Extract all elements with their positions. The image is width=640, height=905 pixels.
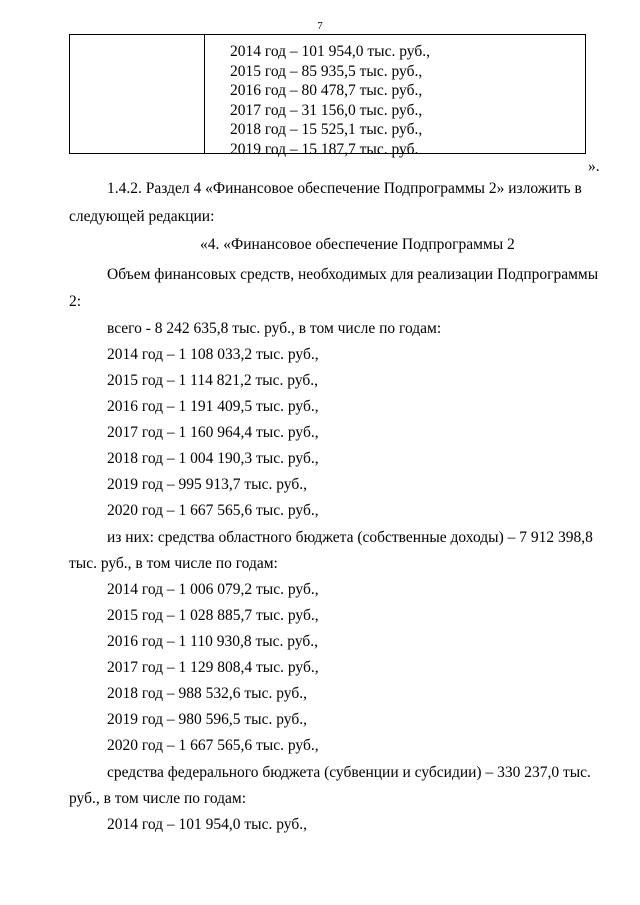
table-end-mark: ».	[588, 158, 600, 175]
year-line: 2017 год – 1 129 808,4 тыс. руб.,	[107, 659, 319, 676]
table-row: 2019 год – 15 187,7 тыс. руб.	[230, 140, 419, 158]
table-row: 2017 год – 31 156,0 тыс. руб.,	[230, 101, 423, 119]
table-row: 2016 год – 80 478,7 тыс. руб.,	[230, 82, 423, 99]
table-row: 2015 год – 85 935,5 тыс. руб.,	[230, 62, 423, 80]
table-cell-empty	[70, 35, 205, 153]
year-line: 2019 год – 980 596,5 тыс. руб.,	[107, 711, 307, 728]
section-title: «4. «Финансовое обеспечение Подпрограммы 2	[200, 236, 515, 253]
paragraph-line: 1.4.2. Раздел 4 «Финансовое обеспечение Подпрограммы 2» изложить в	[107, 180, 582, 197]
table-row: 2018 год – 15 525,1 тыс. руб.,	[230, 121, 423, 138]
year-line: 2014 год – 1 108 033,2 тыс. руб.,	[107, 346, 319, 363]
paragraph-line: руб., в том числе по годам:	[69, 790, 247, 807]
year-line: 2014 год – 101 954,0 тыс. руб.,	[107, 816, 307, 833]
year-line: 2018 год – 1 004 190,3 тыс. руб.,	[107, 450, 319, 467]
paragraph-line: Объем финансовых средств, необходимых для реализации Подпрограммы	[107, 266, 599, 283]
year-line: 2015 год – 1 028 885,7 тыс. руб.,	[107, 607, 319, 624]
paragraph-line: следующей редакции:	[69, 208, 215, 225]
year-line: 2020 год – 1 667 565,6 тыс. руб.,	[107, 737, 319, 754]
table-cell-values	[230, 42, 430, 159]
year-line: 2015 год – 1 114 821,2 тыс. руб.,	[107, 372, 319, 389]
year-line: 2020 год – 1 667 565,6 тыс. руб.,	[107, 502, 319, 519]
year-line: 2018 год – 988 532,6 тыс. руб.,	[107, 685, 307, 702]
continued-table	[69, 34, 586, 158]
paragraph-line: средства федерального бюджета (субвенции и субсидии) – 330 237,0 тыс.	[107, 764, 591, 781]
year-line: 2014 год – 1 006 079,2 тыс. руб.,	[107, 581, 319, 598]
year-line: 2016 год – 1 110 930,8 тыс. руб.,	[107, 633, 319, 650]
paragraph-line: тыс. руб., в том числе по годам:	[69, 555, 278, 572]
page-number: 7	[317, 20, 323, 32]
total-line: всего - 8 242 635,8 тыс. руб., в том числе по годам:	[107, 320, 442, 337]
table-row: 2014 год – 101 954,0 тыс. руб.,	[230, 43, 430, 60]
paragraph-line: из них: средства областного бюджета (собственные доходы) – 7 912 398,8	[107, 529, 593, 546]
paragraph-line: 2:	[69, 293, 82, 310]
year-line: 2019 год – 995 913,7 тыс. руб.,	[107, 476, 307, 493]
year-line: 2016 год – 1 191 409,5 тыс. руб.,	[107, 398, 319, 415]
year-line: 2017 год – 1 160 964,4 тыс. руб.,	[107, 424, 319, 441]
